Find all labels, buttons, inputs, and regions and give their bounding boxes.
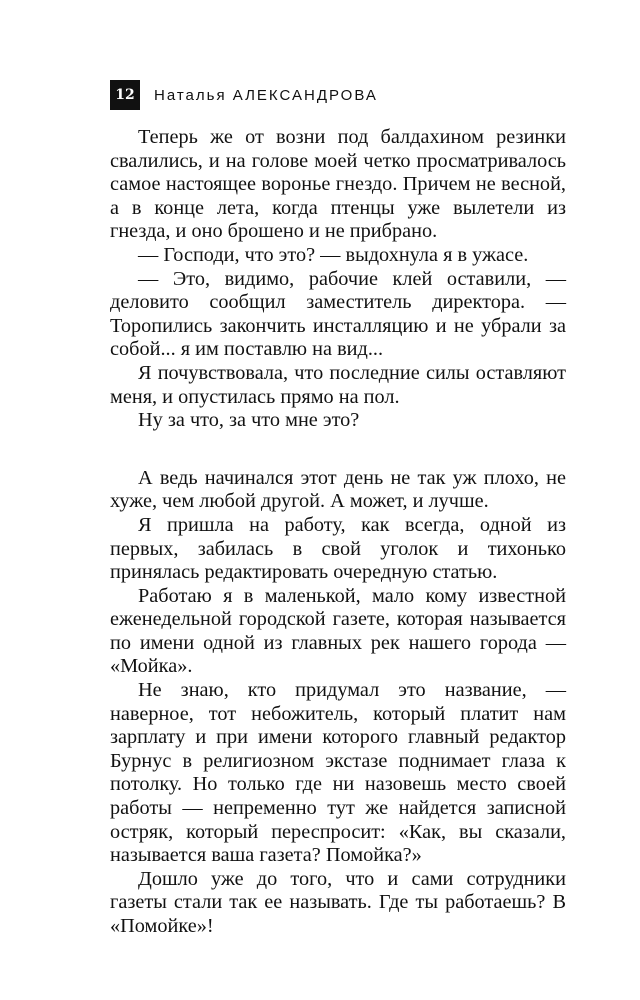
paragraph: — Господи, что это? — выдохнула я в ужасе. [138, 243, 529, 266]
paragraph: — Это, видимо, рабочие клей оставили, — деловито сообщил заместитель директора. — Торопились закончить инсталляцию и не убрали за собой... я им поставлю на вид... [110, 267, 566, 361]
paragraph: Дошло уже до того, что и сами сотрудники газеты стали так ее называть. Где ты работаешь? В «Помойке»! [110, 867, 566, 937]
paragraph: Теперь же от возни под балдахином резинки свалились, и на голове моей четко просматривалось самое настоящее воронье гнездо. Причем не весной, а в конце лета, когда птенцы уже вылетели из гнезда, и оно брошено и не прибрано. [110, 126, 566, 243]
paragraph: Я пришла на работу, как всегда, одной из первых, забилась в свой уголок и тихонько принялась редактировать очередную статью. [110, 513, 566, 584]
paragraph: А ведь начинался этот день не так уж плохо, не хуже, чем любой другой. А может, и лучше. [110, 466, 566, 513]
body-text [110, 126, 566, 939]
paragraph: Я почувствовала, что последние силы оставляют меня, и опустилась прямо на пол. [110, 361, 566, 408]
paragraph: Ну за что, за что мне это? [138, 409, 360, 432]
page-number: 12 [110, 80, 140, 110]
section-break [110, 433, 566, 467]
running-head-author: Наталья АЛЕКСАНДРОВА [154, 86, 378, 104]
page-header [110, 80, 378, 110]
paragraph: Не знаю, кто придумал это название, — наверное, тот небожитель, который платит нам зарплату и при имени которого главный редактор Бурнус в религиозном экстазе поднимает глаза к потолку. Но только где ни назовешь место своей работы — непременно тут же найдется записной остряк, который переспросит: «Как, вы сказали, называется ваша газета? Помойка?» [110, 679, 566, 867]
paragraph: Работаю я в маленькой, мало кому известной еженедельной городской газете, которая называется по имени одной из главных рек нашего города — «Мойка». [110, 584, 566, 678]
